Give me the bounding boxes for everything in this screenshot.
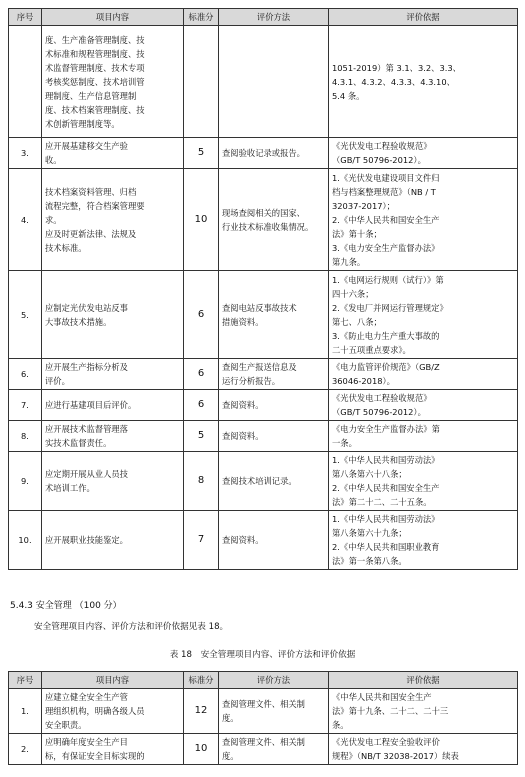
row-content: [42, 452, 184, 511]
evaluation-table-continued: [8, 8, 518, 570]
basis-line: 四十六条；: [332, 288, 374, 299]
basis-line: 一条。: [332, 438, 357, 448]
row-method: [219, 734, 329, 765]
row-score: 7: [184, 511, 219, 570]
method-line: 查阅资料。: [222, 535, 264, 545]
row-method: [219, 359, 329, 390]
section-title: 5.4.3 安全管理 （100 分）: [10, 601, 122, 611]
table-header-row: [9, 672, 518, 689]
row-index: 6.: [9, 359, 42, 390]
row-score: 5: [184, 138, 219, 169]
row-index: 5.: [9, 271, 42, 359]
row-score: 6: [184, 359, 219, 390]
basis-line: 《中华人民共和国安全生产: [332, 692, 432, 702]
content-line: 术监督管理制度、技术专项: [45, 62, 145, 73]
row-method: [219, 169, 329, 271]
row-basis: [329, 138, 518, 169]
content-line: 求。: [45, 214, 62, 225]
basis-line: 32037-2017）；: [332, 200, 395, 211]
row-score: 10: [184, 169, 219, 271]
basis-line: 规程》（NB/T 32038-2017）续表: [332, 751, 459, 761]
header-basis: 评价依据: [329, 9, 518, 26]
row-content: [42, 421, 184, 452]
row-content: [42, 138, 184, 169]
table-row: [9, 138, 518, 169]
basis-line: 1.《光伏发电建设项目文件归: [332, 172, 440, 183]
method-line: 查阅管理文件、相关制: [222, 699, 305, 709]
content-line: 度、技术档案管理制度、技: [45, 104, 145, 115]
content-line: 应及时更新法律、法规及: [45, 228, 137, 239]
basis-line: 1.《中华人民共和国劳动法》: [332, 455, 440, 465]
row-content: [42, 734, 184, 765]
table-row: [9, 169, 518, 271]
row-index: [9, 26, 42, 138]
basis-line: 2.《中华人民共和国安全生产: [332, 214, 440, 225]
table-row: [9, 421, 518, 452]
basis-line: 3.《电力安全生产监督办法》: [332, 242, 440, 253]
content-line: 应明确年度安全生产目: [45, 737, 128, 747]
table-row: [9, 26, 518, 138]
method-line: 现场查阅相关的国家、: [222, 207, 305, 218]
row-score: 6: [184, 271, 219, 359]
row-score: 10: [184, 734, 219, 765]
content-line: 应开展职业技能鉴定。: [45, 535, 128, 545]
basis-line: 法》第二十二、二十五条。: [332, 497, 432, 507]
table-row: [9, 452, 518, 511]
row-method: [219, 271, 329, 359]
basis-line: 法》第一条第八条。: [332, 556, 407, 566]
table-row: [9, 689, 518, 734]
row-index: 4.: [9, 169, 42, 271]
content-line: 度、生产准备管理制度、技: [45, 34, 145, 45]
method-line: 度。: [222, 751, 239, 761]
row-method: [219, 26, 329, 138]
row-method: [219, 689, 329, 734]
basis-line: 1.《电网运行规则（试行）》第: [332, 274, 444, 285]
row-index: 3.: [9, 138, 42, 169]
method-line: 查阅资料。: [222, 400, 264, 410]
header-basis: 评价依据: [329, 672, 518, 689]
basis-line: 4.3.1、4.3.2、4.3.3、4.3.10、: [332, 76, 455, 87]
header-method: 评价方法: [219, 672, 329, 689]
content-line: 术标准和规程管理制度、技: [45, 48, 145, 59]
content-line: 评价。: [45, 376, 70, 386]
row-method: [219, 138, 329, 169]
row-method: [219, 421, 329, 452]
basis-line: 第八条第六十九条；: [332, 528, 407, 538]
basis-line: 《光伏发电工程验收规范》: [332, 141, 432, 151]
row-content: [42, 390, 184, 421]
table-row: [9, 734, 518, 765]
content-line: 应开展技术监督管理落: [45, 424, 128, 434]
content-line: 收。: [45, 155, 62, 165]
content-line: 技术标准。: [45, 242, 87, 253]
content-line: 应制定光伏发电站反事: [45, 302, 128, 313]
basis-line: （GB/T 50796-2012）。: [332, 407, 426, 417]
row-basis: [329, 271, 518, 359]
content-line: 术培训工作。: [45, 483, 95, 493]
method-line: 查阅资料。: [222, 431, 264, 441]
row-index: 2.: [9, 734, 42, 765]
content-line: 应定期开展从业人员技: [45, 469, 128, 479]
row-basis: [329, 452, 518, 511]
basis-line: 第九条。: [332, 256, 366, 267]
row-score: 12: [184, 689, 219, 734]
row-score: 6: [184, 390, 219, 421]
content-line: 大事故技术措施。: [45, 316, 112, 327]
basis-line: （GB/T 50796-2012）。: [332, 155, 426, 165]
basis-line: 《光伏发电工程安全验收评价: [332, 737, 440, 747]
method-line: 查阅管理文件、相关制: [222, 737, 305, 747]
content-line: 应建立健全安全生产管: [45, 692, 128, 702]
row-basis: [329, 359, 518, 390]
header-index: 序号: [9, 672, 42, 689]
content-line: 流程完整，符合档案管理要: [45, 200, 145, 211]
row-index: 7.: [9, 390, 42, 421]
basis-line: 档与档案整理规范》（NB / T: [332, 186, 436, 197]
table-header-row: [9, 9, 518, 26]
row-index: 9.: [9, 452, 42, 511]
row-index: 10.: [9, 511, 42, 570]
row-method: [219, 511, 329, 570]
table-row: [9, 359, 518, 390]
row-score: 8: [184, 452, 219, 511]
safety-management-table: [8, 671, 518, 765]
content-line: 应开展生产指标分析及: [45, 362, 128, 372]
row-basis: [329, 511, 518, 570]
method-line: 措施资料。: [222, 316, 264, 327]
basis-line: 3.《防止电力生产重大事故的: [332, 330, 440, 341]
method-line: 度。: [222, 713, 239, 723]
content-line: 标，有保证安全目标实现的: [45, 751, 145, 761]
basis-line: 法》第十条；: [332, 228, 382, 239]
row-content: [42, 511, 184, 570]
method-line: 查阅验收记录或报告。: [222, 148, 305, 158]
row-index: 1.: [9, 689, 42, 734]
row-content: [42, 689, 184, 734]
content-line: 理制度、生产信息管理制: [45, 90, 137, 101]
method-line: 查阅技术培训记录。: [222, 476, 297, 486]
basis-line: 36046-2018）。: [332, 376, 395, 386]
table-caption: 表 18 安全管理项目内容、评价方法和评价依据: [169, 650, 356, 660]
content-line: 术创新管理制度等。: [45, 118, 120, 129]
header-score: 标准分: [184, 672, 219, 689]
content-line: 安全职责。: [45, 720, 87, 730]
content-line: 应进行基建项目后评价。: [45, 400, 137, 410]
row-basis: [329, 169, 518, 271]
basis-line: 二十五项重点要求》。: [332, 344, 411, 355]
table-row: [9, 271, 518, 359]
header-index: 序号: [9, 9, 42, 26]
basis-line: 1.《中华人民共和国劳动法》: [332, 514, 440, 524]
row-basis: [329, 421, 518, 452]
content-line: 应开展基建移交生产验: [45, 141, 128, 151]
method-line: 行业技术标准收集情况。: [222, 221, 314, 232]
basis-line: 5.4 条。: [332, 90, 365, 101]
intro-paragraph: 安全管理项目内容、评价方法和评价依据见表 18。: [34, 622, 229, 632]
row-index: 8.: [9, 421, 42, 452]
basis-line: 条。: [332, 720, 349, 730]
basis-line: 2.《中华人民共和国职业教育: [332, 542, 440, 552]
basis-line: 《电力安全生产监督办法》第: [332, 424, 440, 434]
basis-line: 《电力监管评价规范》（GB/Z: [332, 362, 440, 372]
content-line: 实技术监督责任。: [45, 438, 112, 448]
header-score: 标准分: [184, 9, 219, 26]
row-content: [42, 271, 184, 359]
row-basis: [329, 689, 518, 734]
row-score: [184, 26, 219, 138]
row-basis: [329, 734, 518, 765]
row-basis: [329, 390, 518, 421]
basis-line: 第七、八条；: [332, 316, 382, 327]
header-content: 项目内容: [42, 672, 184, 689]
row-score: 5: [184, 421, 219, 452]
basis-line: 第八条第六十八条；: [332, 469, 407, 479]
content-line: 技术档案资料管理、归档: [45, 186, 137, 197]
basis-line: 1051-2019）第 3.1、3.2、3.3、: [332, 62, 461, 73]
method-line: 查阅电站反事故技术: [222, 302, 297, 313]
content-line: 考核奖惩制度、技术培训管: [45, 76, 145, 87]
method-line: 查阅生产报送信息及: [222, 362, 297, 372]
row-method: [219, 390, 329, 421]
method-line: 运行分析报告。: [222, 376, 281, 386]
table-row: [9, 511, 518, 570]
content-line: 理组织机构，明确各级人员: [45, 706, 145, 716]
row-basis: [329, 26, 518, 138]
row-method: [219, 452, 329, 511]
basis-line: 《光伏发电工程验收规范》: [332, 393, 432, 403]
basis-line: 2.《发电厂并网运行管理规定》: [332, 302, 448, 313]
table-row: [9, 390, 518, 421]
row-content: [42, 26, 184, 138]
row-content: [42, 359, 184, 390]
header-method: 评价方法: [219, 9, 329, 26]
basis-line: 法》第十九条、二十二、二十三: [332, 706, 449, 716]
row-content: [42, 169, 184, 271]
header-content: 项目内容: [42, 9, 184, 26]
basis-line: 2.《中华人民共和国安全生产: [332, 483, 440, 493]
